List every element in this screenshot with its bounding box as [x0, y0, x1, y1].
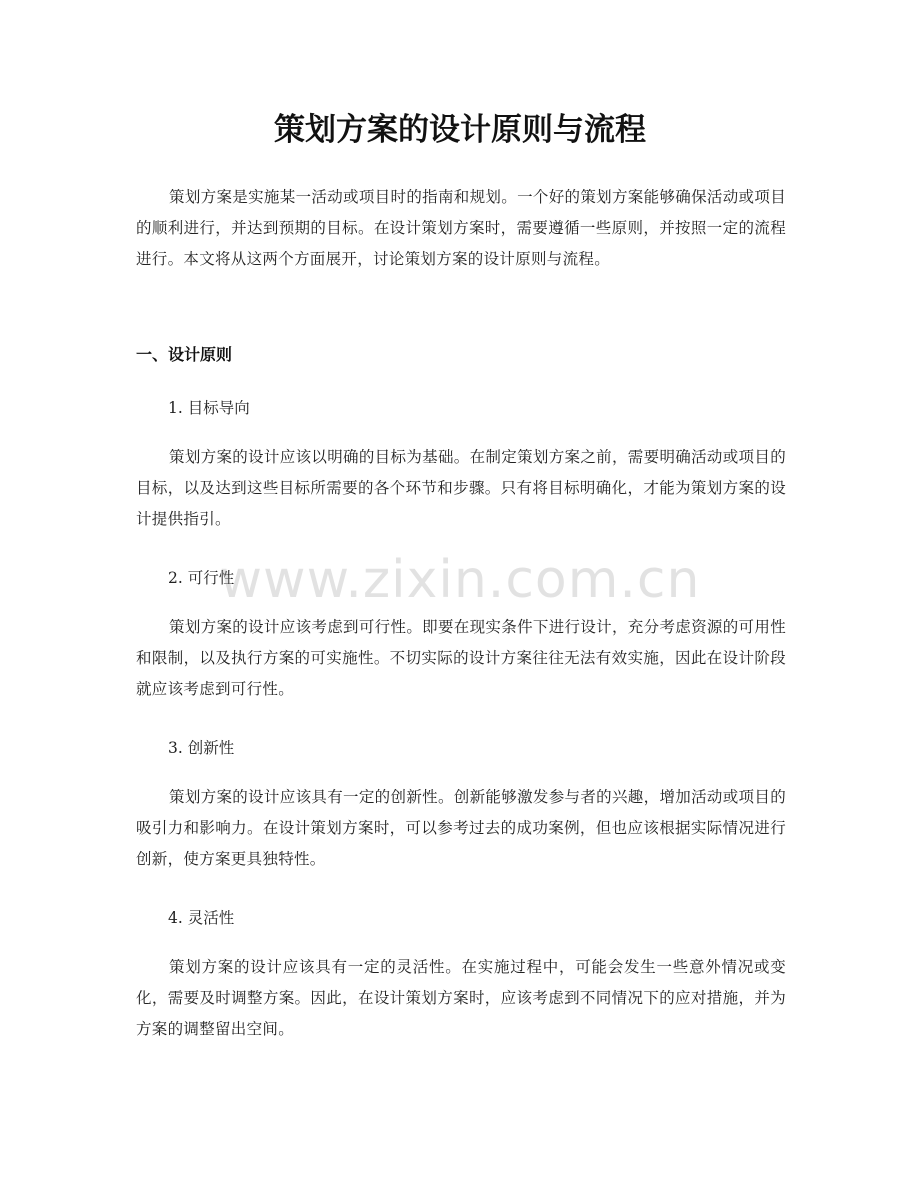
- principle-heading-innovation: 3. 创新性: [168, 739, 235, 757]
- principle-body-flexibility: 策划方案的设计应该具有一定的灵活性。在实施过程中，可能会发生一些意外情况或变化，需要及时调整方案。因此，在设计策划方案时，应该考虑到不同情况下的应对措施，并为方案的调整留出空间。: [136, 958, 786, 1038]
- intro-paragraph: 策划方案是实施某一活动或项目时的指南和规划。一个好的策划方案能够确保活动或项目的顺利进行，并达到预期的目标。在设计策划方案时，需要遵循一些原则，并按照一定的流程进行。本文将从这两个方面展开，讨论策划方案的设计原则与流程。: [136, 188, 786, 268]
- section-heading-design-principles: 一、设计原则: [136, 345, 233, 364]
- document-title: 策划方案的设计原则与流程: [274, 112, 646, 148]
- watermark: www.zixin.com.cn: [219, 550, 701, 610]
- principle-body-innovation: 策划方案的设计应该具有一定的创新性。创新能够激发参与者的兴趣，增加活动或项目的吸引力和影响力。在设计策划方案时，可以参考过去的成功案例，但也应该根据实际情况进行创新，使方案更具独特性。: [136, 788, 786, 868]
- principle-heading-flexibility: 4. 灵活性: [168, 909, 235, 927]
- principle-heading-goal-oriented: 1. 目标导向: [168, 399, 250, 417]
- principle-body-feasibility: 策划方案的设计应该考虑到可行性。即要在现实条件下进行设计，充分考虑资源的可用性和限制，以及执行方案的可实施性。不切实际的设计方案往往无法有效实施，因此在设计阶段就应该考虑到可行性。: [136, 618, 786, 698]
- principle-body-goal-oriented: 策划方案的设计应该以明确的目标为基础。在制定策划方案之前，需要明确活动或项目的目标，以及达到这些目标所需要的各个环节和步骤。只有将目标明确化，才能为策划方案的设计提供指引。: [136, 448, 786, 528]
- principle-heading-feasibility: 2. 可行性: [168, 569, 235, 587]
